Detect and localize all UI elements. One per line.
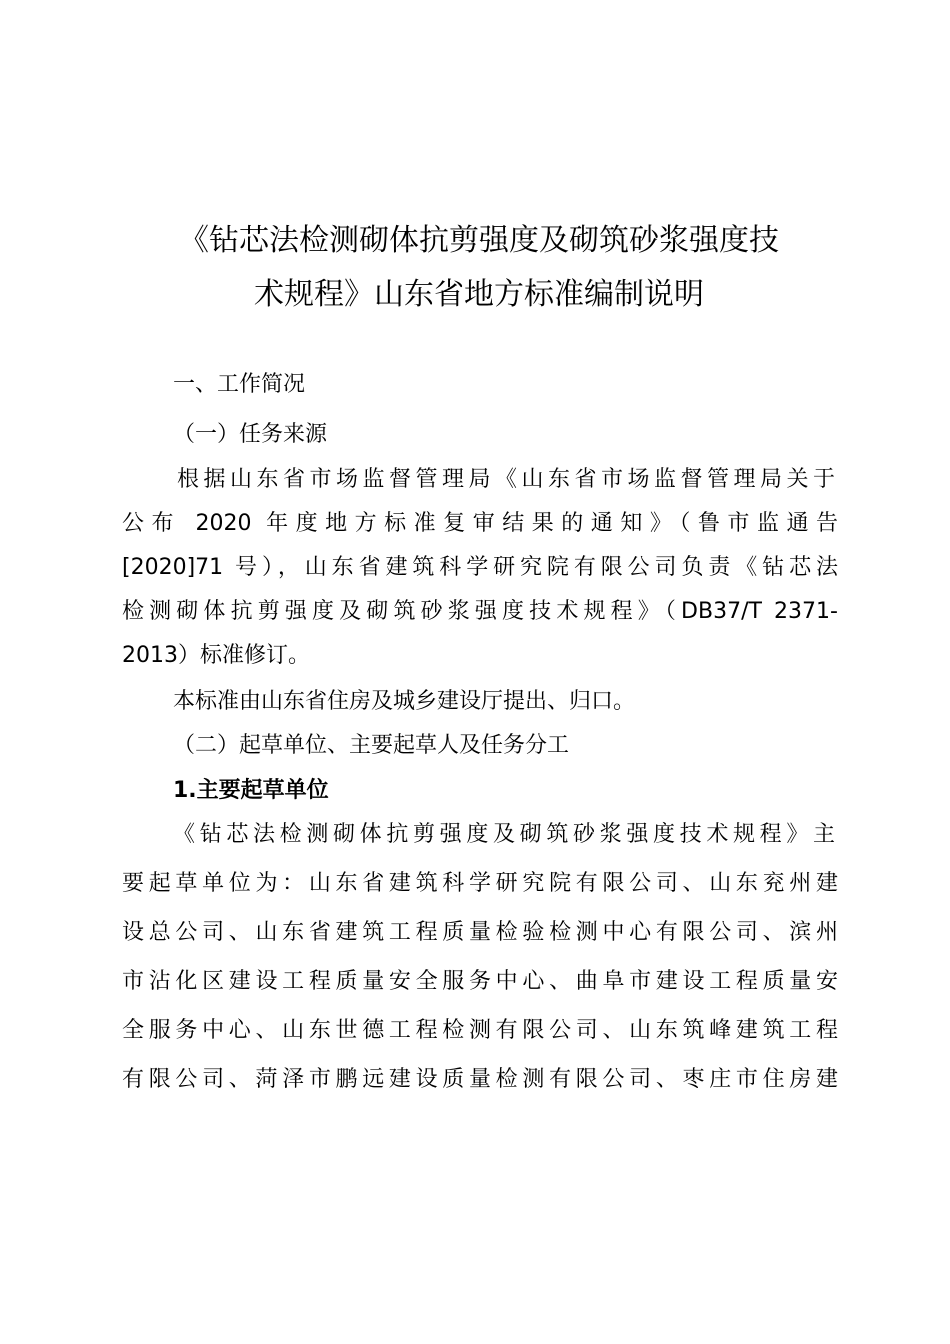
- paragraph-line: 市沾化区建设工程质量安全服务中心、曲阜市建设工程质量安: [122, 969, 838, 994]
- title-line-1: 《钻芯法检测砌体抗剪强度及砌筑砂浆强度技: [179, 223, 779, 258]
- paragraph-proposer: 本标准由山东省住房及城乡建设厅提出、归口。: [173, 689, 636, 714]
- paragraph-line: 《钻芯法检测砌体抗剪强度及砌筑砂浆强度技术规程》主: [173, 822, 835, 847]
- paragraph-line: 全服务中心、山东世德工程检测有限公司、山东筑峰建筑工程: [122, 1018, 838, 1043]
- paragraph-line: 根据山东省市场监督管理局《山东省市场监督管理局关于: [177, 467, 835, 492]
- paragraph-line: 设总公司、山东省建筑工程质量检验检测中心有限公司、滨州: [122, 920, 838, 945]
- paragraph-line: [2020]71 号），山东省建筑科学研究院有限公司负责《钻芯法: [122, 555, 838, 580]
- subsection-heading-drafting-units: （二）起草单位、主要起草人及任务分工: [173, 733, 570, 758]
- section-heading-work-overview: 一、工作简况: [173, 372, 306, 397]
- paragraph-line: 有限公司、菏泽市鹏远建设质量检测有限公司、枣庄市住房建: [122, 1067, 838, 1092]
- paragraph-line: 2013）标准修订。: [122, 643, 310, 668]
- paragraph-line: 公布 2020 年度地方标准复审结果的通知》（鲁市监通告: [122, 511, 838, 536]
- subsection-heading-task-source: （一）任务来源: [173, 422, 328, 447]
- item-heading-main-drafting-units: 1.主要起草单位: [173, 778, 329, 803]
- paragraph-line: 检测砌体抗剪强度及砌筑砂浆强度技术规程》（DB37/T 2371-: [122, 599, 838, 624]
- paragraph-line: 要起草单位为：山东省建筑科学研究院有限公司、山东兖州建: [122, 871, 838, 896]
- document-title: [120, 214, 838, 322]
- title-line-2: 术规程》山东省地方标准编制说明: [254, 277, 704, 312]
